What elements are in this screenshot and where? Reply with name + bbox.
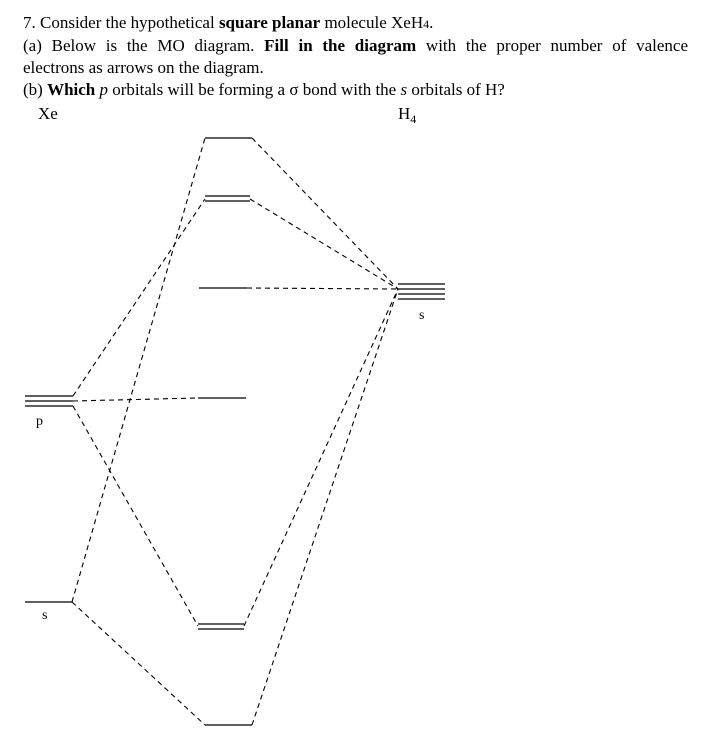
question-part-b: (b) Which p orbitals will be forming a σ bond with the s orbitals of H? <box>23 80 505 99</box>
question-part-a: (a) Below is the MO diagram. Fill in the diagram with the proper number of valence <box>23 36 689 55</box>
xe-s-label: s <box>42 608 48 623</box>
mo-level-antibonding-p <box>205 196 250 201</box>
correlation-lines <box>72 138 398 725</box>
h4-label: $H_4$ <box>398 104 417 126</box>
question-part-a-cont: electrons as arrows on the diagram. <box>23 58 264 77</box>
xe-p-levels <box>25 396 73 406</box>
xe-p-label: p <box>36 414 43 429</box>
h-s-levels <box>398 284 445 299</box>
xe-label: Xe <box>38 104 58 123</box>
question-line-1: 7. Consider the hypothetical square planar molecule XeH4. <box>23 13 434 32</box>
h-s-label: s <box>419 308 425 323</box>
mo-level-bonding-p <box>198 624 244 629</box>
